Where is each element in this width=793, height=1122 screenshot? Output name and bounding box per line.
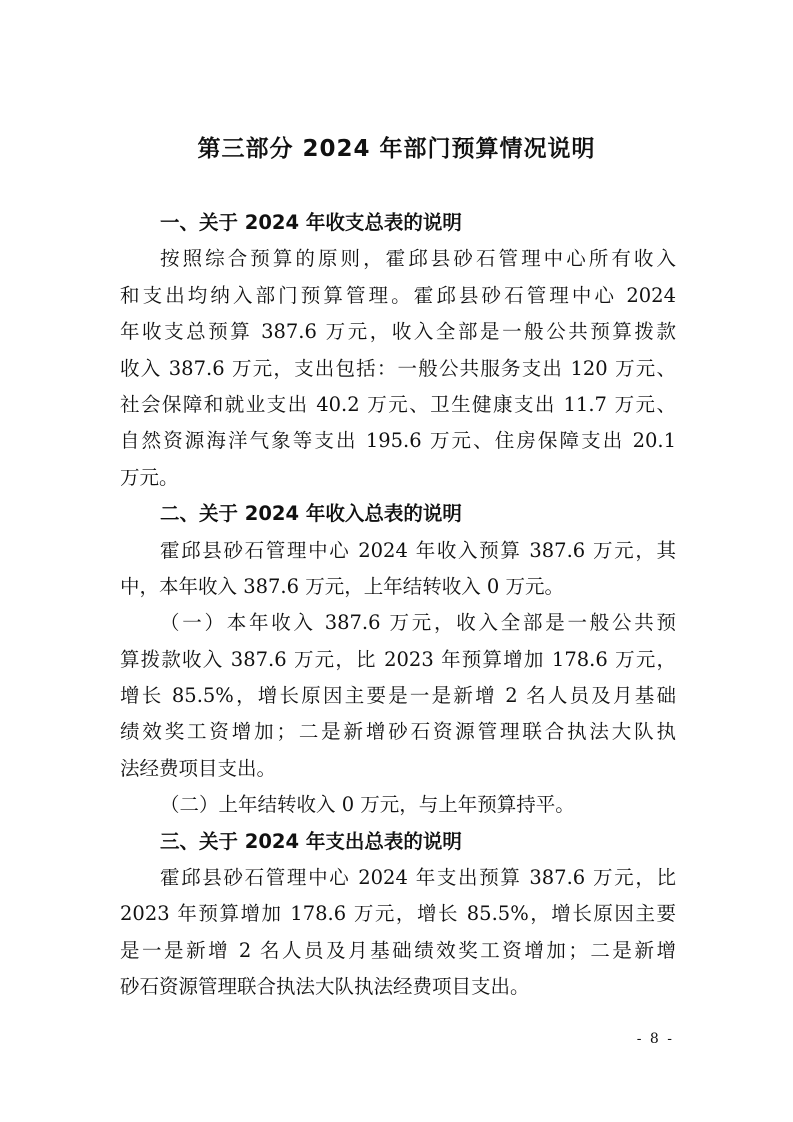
section-heading-2: 二、关于 2024 年收入总表的说明: [160, 502, 462, 526]
paragraph-line: 算拨款收入 387.6 万元，比 2023 年预算增加 178.6 万元，: [120, 647, 676, 671]
paragraph-line: 绩效奖工资增加；二是新增砂石资源管理联合执法大队执: [120, 720, 676, 744]
paragraph-line: 社会保障和就业支出 40.2 万元、卫生健康支出 11.7 万元、: [120, 392, 676, 416]
paragraph-line: 是一是新增 2 名人员及月基础绩效奖工资增加；二是新增: [120, 938, 676, 962]
paragraph-line: 中，本年收入 387.6 万元，上年结转收入 0 万元。: [120, 574, 565, 598]
section-heading-3: 三、关于 2024 年支出总表的说明: [160, 829, 462, 853]
document-body: [120, 205, 676, 1006]
section-heading-1: 一、关于 2024 年收支总表的说明: [160, 211, 462, 234]
paragraph-line: 收入 387.6 万元，支出包括：一般公共服务支出 120 万元、: [120, 356, 676, 380]
paragraph-line: （二）上年结转收入 0 万元，与上年预算持平。: [160, 793, 575, 817]
paragraph-line: 自然资源海洋气象等支出 195.6 万元、住房保障支出 20.1: [120, 429, 676, 453]
paragraph-line: 增长 85.5%，增长原因主要是一是新增 2 名人员及月基础: [120, 684, 676, 708]
paragraph-line: 霍邱县砂石管理中心 2024 年支出预算 387.6 万元，比: [160, 866, 676, 890]
paragraph-line: 和支出均纳入部门预算管理。霍邱县砂石管理中心 2024: [120, 283, 676, 307]
page-title: 第三部分 2024 年部门预算情况说明: [197, 136, 596, 162]
paragraph-line: （一）本年收入 387.6 万元，收入全部是一般公共预: [160, 611, 676, 635]
paragraph-line: 万元。: [120, 465, 179, 489]
paragraph-line: 霍邱县砂石管理中心 2024 年收入预算 387.6 万元，其: [160, 538, 676, 562]
page-number: - 8 -: [636, 1031, 674, 1047]
paragraph-line: 按照综合预算的原则，霍邱县砂石管理中心所有收入: [160, 247, 676, 271]
paragraph-line: 砂石资源管理联合执法大队执法经费项目支出。: [120, 975, 530, 999]
paragraph-line: 法经费项目支出。: [120, 756, 277, 780]
paragraph-line: 年收支总预算 387.6 万元，收入全部是一般公共预算拨款: [120, 320, 676, 344]
paragraph-line: 2023 年预算增加 178.6 万元，增长 85.5%，增长原因主要: [120, 902, 676, 926]
